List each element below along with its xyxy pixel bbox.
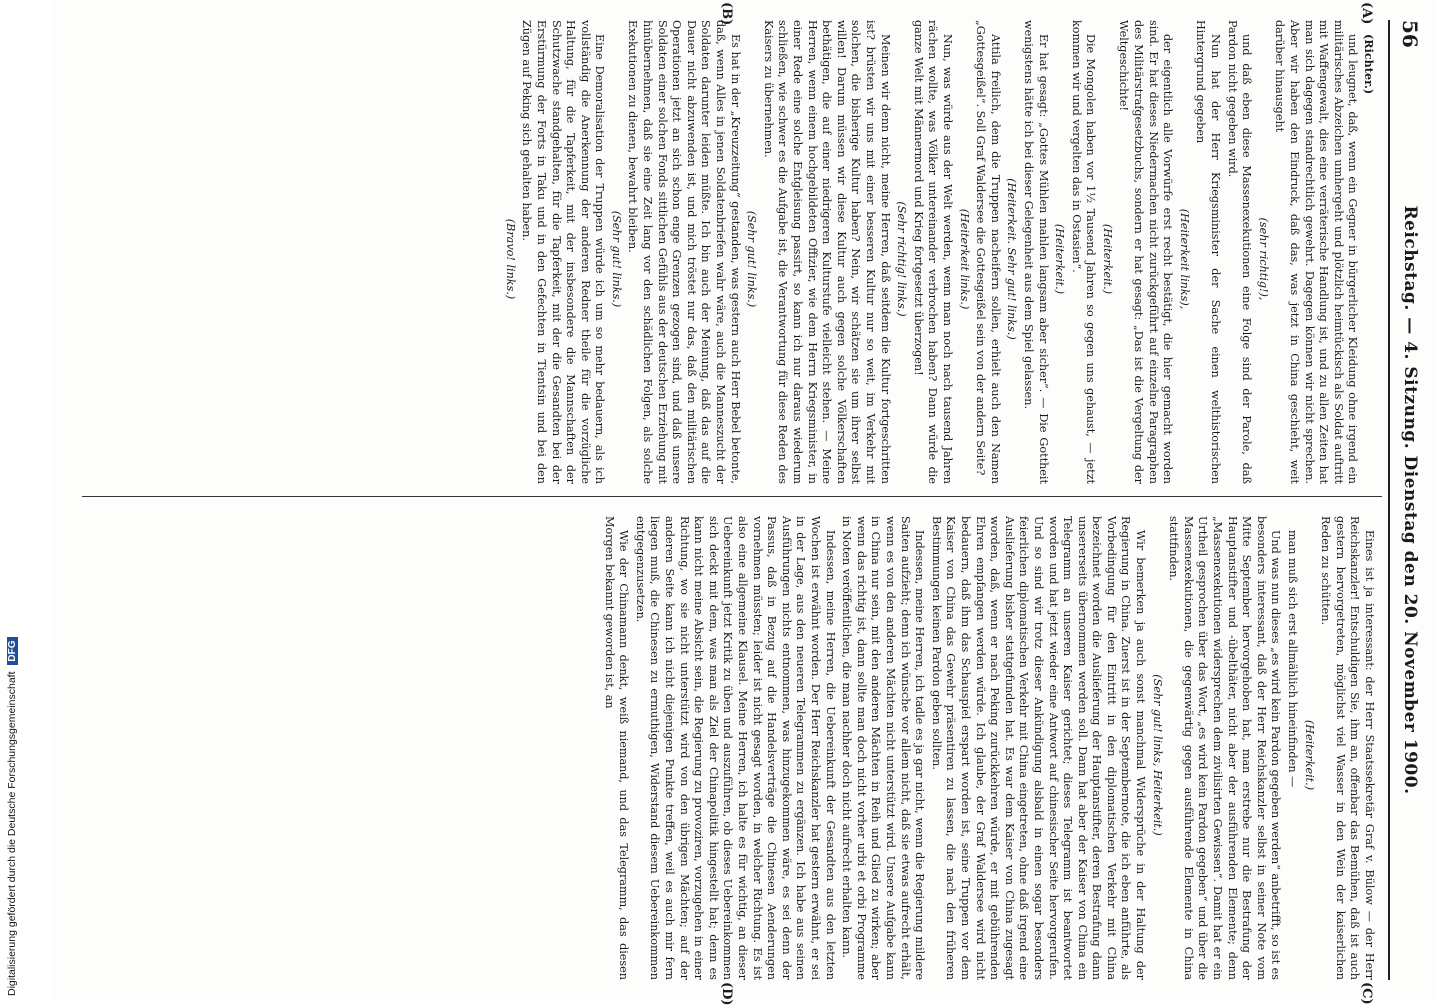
margin-marker-a: (A) xyxy=(1359,2,1374,25)
paragraph: Eines ist ja interessant: der Herr Staatssekretär Graf v. Bülow — der Herr Reichskanzler! Entschuldigen Sie, ihm an, offenbar das Bemühen, daß ist auch gestern hervorgetreten, möglichst viel Wasser in den Wein der kaiserlichen Reden zu schütten. xyxy=(1319,516,1376,980)
interjection: (sehr richtig!), xyxy=(1256,217,1270,301)
digitization-credit xyxy=(6,637,18,996)
paragraph: Indessen, meine Herren, ich tadle es ja gar nicht, wenn die Regierung mildere Saiten aufzieht; denn ich wünsche vor allem nicht, daß sie etwas aufrecht erhält, wenn es von den anderen Mächten nicht unterstützt wird. Unsere Aufgabe kann in China nur sein, mit den anderen Mächten in Reih und Glied zu wirken; aber wenn das richtig ist, dann sollte man doch nicht vorher urbi et orbi Programme in Noten veröffentlichen, die man nachher doch nicht aufrecht erhalten kann. xyxy=(840,516,927,980)
margin-marker-c: (C) xyxy=(1359,982,1374,1005)
speaker-name: (Richter.) xyxy=(1362,34,1376,95)
interjection: (Sehr gut! links.) xyxy=(745,210,759,308)
page-title: Reichstag. — 4. Sitzung. Dienstag den 20. November 1900. xyxy=(1400,205,1420,795)
interjection: (Heiterkeit links.) xyxy=(957,208,971,310)
left-column xyxy=(86,20,1376,484)
paragraph: Indessen, meine Herren, die Uebereinkunft der Gesandten aus den letzten Wochen ist erwähnt worden. Der Herr Reichskanzler hat gestern erwähnt, er sei in der Lage, aus den neueren Telegrammen zu ergänzen. Ich habe aus seinen Ausführungen nichts entnommen, was hinzugekommen wäre, es sei denn der Passus, daß in Bezug auf die Handelsverträge die Chinesen Aenderungen vornehmen müssten; leider ist nicht gesagt worden, in welcher Richtung. Es ist also eine allgemeine Klausel. Meine Herren, ich halte es für wichtig, an dieser Uebereinkunft jetzt Kritik zu üben und auszuführen, ob dieses Uebereinkommen sich deckt mit dem, was man als Ziel der Chinapolitik hingestellt hat; denn es kann nicht meine Absicht sein, die Regierung zu provoziren, vorzugehen in einer Richtung, wo sie nicht unterstützt wird von den übrigen Mächten; auf der anderen Seite kann ich nicht diejenigen Punkte treffen, weil es auch mir fern liegen muß, die Chinesen zu ermuthigen, Widerstand diesem Uebereinkommen entgegenzusetzen. xyxy=(633,516,837,980)
credit-text: Digitalisierung gefördert durch die Deutsche Forschungsgemeinschaft xyxy=(6,671,18,996)
paragraph: Eine Demoralisation der Truppen würde ich um so mehr bedauern, als ich vollständig die Anerkennung der anderen Redner theile für die vorzügliche Haltung, für die Tapferkeit, mit der insbesondere die Mannschaften der Schutzwache standgehalten, für die Tapferkeit, mit der die Gesandten bei der Erstürmung der Forts in Taku und in den Gefechten in Tientsin und bei den Zügen auf Peking sich gehalten haben. xyxy=(520,20,607,484)
interjection: (Heiterkeit.) xyxy=(1302,719,1316,791)
paragraph: Die Mongolen haben vor 1½ Tausend Jahren so gegen uns gehaust, — jetzt kommen wir und vergelten das in Ostasien“. xyxy=(1069,20,1098,484)
paragraph: Nun hat der Herr Kriegsminister der Sache einen welthistorischen Hintergrund gegeben xyxy=(1194,20,1223,484)
interjection: (Sehr richtig! links.) xyxy=(895,201,909,317)
rotated-page xyxy=(54,0,1434,1006)
interjection: (Sehr gut! links.) xyxy=(609,210,623,308)
margin-marker-d: (D) xyxy=(719,982,734,1006)
paragraph: Attila freilich, dem die Truppen nacheifern sollen, erhielt auch den Namen „Gottesgeißel“. Soll Graf Waldersee die Gottesgeißel sein von der andern Seite? xyxy=(974,20,1002,484)
dfg-logo: DFG xyxy=(7,637,18,664)
interjection: (Heiterkeit.) xyxy=(1100,223,1114,295)
paragraph: Es hat in der „Kreuzzeitung“ gestanden, was gestern auch Herr Bebel betonte, daß, wenn Alles in jenen Soldatenbriefen wahr wäre, auch die Manneszucht der Soldaten darunter leiden müßte. Ich bin auch der Meinung, daß das auf die Dauer nicht abzuwenden ist, und mich tröstet nur das, daß den militärischen Operationen jetzt an sich schon enge Grenzen gezogen sind, und daß unsere Soldaten einer solchen Fonds sittlichen Gefühls aus der deutschen Erziehung mit hinübernehmen, daß sie eine Zeit lang vor den schädlichen Folgen, als solche Exekutionen zu dienen, bewahrt bleiben. xyxy=(626,20,742,484)
paragraph: Wie der Chinamann denkt, weiß niemand, und das Telegramm, das diesen Morgen bekannt geworden ist, an xyxy=(602,516,631,980)
interjection: (Bravo! links.) xyxy=(503,218,517,300)
paragraph: der eigentlich alle Vorwürfe erst recht bestätigt, die hier gemacht worden sind. Er hat dieses Niedermachen nicht zurückgeführt auf einzelne Paragraphen des Militärstrafgesetzbuchs, sondern er hat gesagt: „Das ist die Vergeltung der Weltgeschichte! xyxy=(1117,20,1175,484)
paragraph: Meinen wir denn nicht, meine Herren, daß seitdem die Kultur fortgeschritten ist? brüsten wir uns mit einer besseren Kultur nur so weit, im Verkehr mit solchen, die bisherige Kultur haben? Nein, wir schätzen sie um ihrer selbst willen! Darum müssen wir diese Kultur auch gegen solche Völkerschaften bethätigen, die auf einer niedrigeren Kulturstufe vielleicht stehen. — Meine Herren, wenn einem hochgebildeten Offizier, wie dem Herrn Kriegsminister, in einer Rede eine solche Entgleisung passirt, so kann ich nur daraus wiederum schließen, wie schwer es die Aufgabe ist, die Verantwortung für diese Reden des Kaisers zu übernehmen. xyxy=(761,20,892,484)
paragraph: man muß sich erst allmählich hineinfinden — xyxy=(1286,530,1300,788)
left-column-body xyxy=(502,20,1359,484)
page-header xyxy=(1388,20,1428,980)
page-number: 56 xyxy=(1398,20,1422,48)
interjection: (Heiterkeit links), xyxy=(1177,208,1191,310)
paragraph: Nun, was würde aus der Welt werden, wenn man noch nach tausend Jahren rächen wollte, was Völker untereinander verbrochen haben? Dann würde die ganze Welt mit Männermord und Krieg fortgesetzt überzogen! xyxy=(911,20,954,484)
paragraph: Er hat gesagt: „Gottes Mühlen mahlen langsam aber sicher“. — Die Gottheit wenigstens hätte ich bei dieser Gelegenheit aus dem Spiel gelassen. xyxy=(1021,20,1050,484)
paragraph: und daß eben diese Massenexekutionen eine Folge sind der Parole, daß Pardon nicht gegeben wird. xyxy=(1225,20,1254,484)
margin-marker-b: (B) xyxy=(719,2,734,26)
paragraph: Und was nun dieses „es wird kein Pardon gegeben werden“ anbetrifft, so ist es besonders interessant, daß der Herr Reichskanzler selbst in seiner Note vom Mitte September hervorgehoben hat, man erstrebe nur die Bestrafung der Hauptanstifter und -übelthäter, nicht aber der ausführenden Elemente; denn „Massenexekutionen widersprechen dem zivilisirten Gewissen“. Damit hat er ein Urtheil gesprochen über das Wort, „es wird kein Pardon gegeben“ und über die Massenexekutionen, die gegenwärtig gegen ausführende Elemente in China stattfinden. xyxy=(1167,516,1283,980)
column-divider xyxy=(82,496,1382,497)
interjection: (Sehr gut! links, Heiterkeit.) xyxy=(1150,674,1164,836)
paragraph: und leugnet, daß, wenn ein Gegner in bürgerlicher Kleidung ohne irgend ein militärisches Abzeichen umhergeht und plötzlich heimtückisch als Soldat auftritt mit Waffengewalt, dies eine verräterische Handlung ist, und zu allen Zeiten hat man sich dagegen standrechtlich gewehrt. Dagegen können wir nicht sprechen. Aber wir haben den Eindruck, daß das, was jetzt in China geschieht, weit darüber hinausgeht xyxy=(1273,20,1360,484)
right-column xyxy=(86,516,1376,980)
paragraph: Wir bemerken ja auch sonst manchmal Widersprüche in der Haltung der Regierung in China. Zuerst ist in der Septembernote, die ich eben anführte, als Vorbedingung für den Eintritt in den diplomatischen Verkehr mit China bezeichnet worden die Auslieferung der Hauptanstifter, deren Bestrafung dann unsererseits übernommen werden soll. Dann hat aber der Kaiser von China ein Telegramm an unseren Kaiser gerichtet; dieses Telegramm ist beantwortet worden und hat jetzt wieder eine Antwort auf chinesischer Seite hervorgerufen. Und so sind wir trotz dieser Ankündigung alsbald in einen sogar besonders feierlichen diplomatischen Verkehr mit China eingetreten, ohne daß irgend eine Auslieferung bisher stattgefunden hat. Es war dem Kaiser von China zugesagt worden, daß, wenn er nach Peking zurückkehren würde, er mit gebührenden Ehren empfangen werden würde. Ich glaube, der Graf Waldersee wird nicht bedauern, daß ihm das Schauspiel erspart worden ist, seine Truppen vor dem Kaiser von China das Gewehr präsentiren zu lassen, die nach den früheren Bestimmungen keinen Pardon geben sollten. xyxy=(929,516,1148,980)
interjection: (Heiterkeit. Sehr gut! links.) xyxy=(1005,178,1019,340)
interjection: (Heiterkeit.) xyxy=(1053,223,1067,295)
right-column-body xyxy=(601,516,1376,980)
